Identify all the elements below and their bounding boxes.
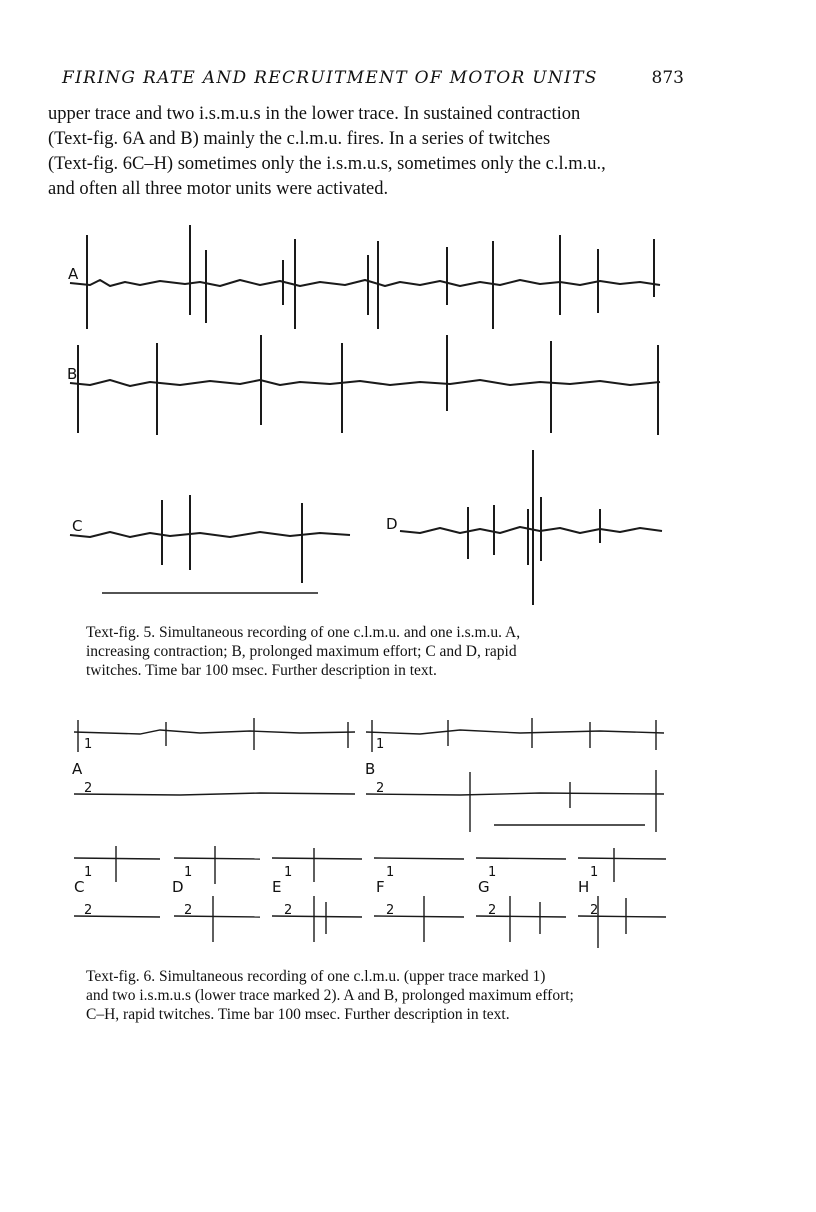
- page-number: 873: [651, 68, 684, 88]
- body-paragraph: [48, 102, 686, 202]
- trace-d: [386, 450, 662, 605]
- body-line: (Text-fig. 6A and B) mainly the c.l.m.u. fires. In a series of twitches: [48, 129, 551, 149]
- trace-b: [67, 335, 660, 435]
- trace-label-2: 2: [386, 903, 395, 918]
- caption-line: and two i.s.m.u.s (lower trace marked 2). A and B, prolonged maximum effort;: [86, 987, 574, 1004]
- figure-6: [0, 712, 816, 962]
- figure-5: [0, 225, 816, 615]
- trace-label-1: 1: [376, 737, 385, 752]
- body-line: and often all three motor units were activated.: [48, 179, 389, 199]
- caption-line: twitches. Time bar 100 msec. Further description in text.: [86, 662, 437, 679]
- panel-label-a: A: [68, 265, 79, 283]
- caption-line: increasing contraction; B, prolonged maximum effort; C and D, rapid: [86, 643, 517, 660]
- trace-label-2: 2: [284, 903, 293, 918]
- panel-label-f: F: [376, 878, 385, 896]
- trace-label-2: 2: [590, 903, 599, 918]
- body-line: upper trace and two i.s.m.u.s in the lower trace. In sustained contraction: [48, 104, 581, 124]
- trace-label-1: 1: [488, 865, 497, 880]
- body-line: (Text-fig. 6C–H) sometimes only the i.s.m.u.s, sometimes only the c.l.m.u.,: [48, 154, 606, 174]
- figure-6-traces: [0, 712, 816, 962]
- running-title: FIRING RATE AND RECRUITMENT OF MOTOR UNITS: [62, 68, 598, 88]
- panel-label-b: B: [365, 760, 376, 778]
- trace-c: [70, 495, 350, 593]
- trace-label-1: 1: [84, 865, 93, 880]
- trace-label-1: 1: [284, 865, 293, 880]
- trace-label-1: 1: [386, 865, 395, 880]
- panel-label-h: H: [578, 878, 590, 896]
- trace-label-2: 2: [184, 903, 193, 918]
- panel-label-a: A: [72, 760, 83, 778]
- trace-a-b-row: [72, 718, 664, 832]
- trace-label-2: 2: [376, 781, 385, 796]
- panel-label-b: B: [67, 365, 78, 383]
- trace-label-2: 2: [84, 903, 93, 918]
- trace-a: [68, 225, 660, 329]
- panel-label-c: C: [74, 878, 85, 896]
- caption-line: Text-fig. 5. Simultaneous recording of one c.l.m.u. and one i.s.m.u. A,: [86, 624, 521, 641]
- figure-5-traces: [0, 225, 816, 615]
- panel-label-e: E: [272, 878, 282, 896]
- caption-line: Text-fig. 6. Simultaneous recording of one c.l.m.u. (upper trace marked 1): [86, 968, 546, 985]
- panel-label-d: D: [386, 515, 398, 533]
- running-header: [62, 68, 684, 94]
- trace-label-1: 1: [590, 865, 599, 880]
- trace-label-1: 1: [84, 737, 93, 752]
- figure-6-caption: [86, 967, 686, 1024]
- trace-label-2: 2: [488, 903, 497, 918]
- panel-label-d: D: [172, 878, 184, 896]
- caption-line: C–H, rapid twitches. Time bar 100 msec. Further description in text.: [86, 1006, 510, 1023]
- trace-label-2: 2: [84, 781, 93, 796]
- trace-c-h-row: [74, 846, 666, 948]
- panel-label-c: C: [72, 517, 83, 535]
- panel-label-g: G: [478, 878, 490, 896]
- trace-label-1: 1: [184, 865, 193, 880]
- figure-5-caption: [86, 623, 686, 680]
